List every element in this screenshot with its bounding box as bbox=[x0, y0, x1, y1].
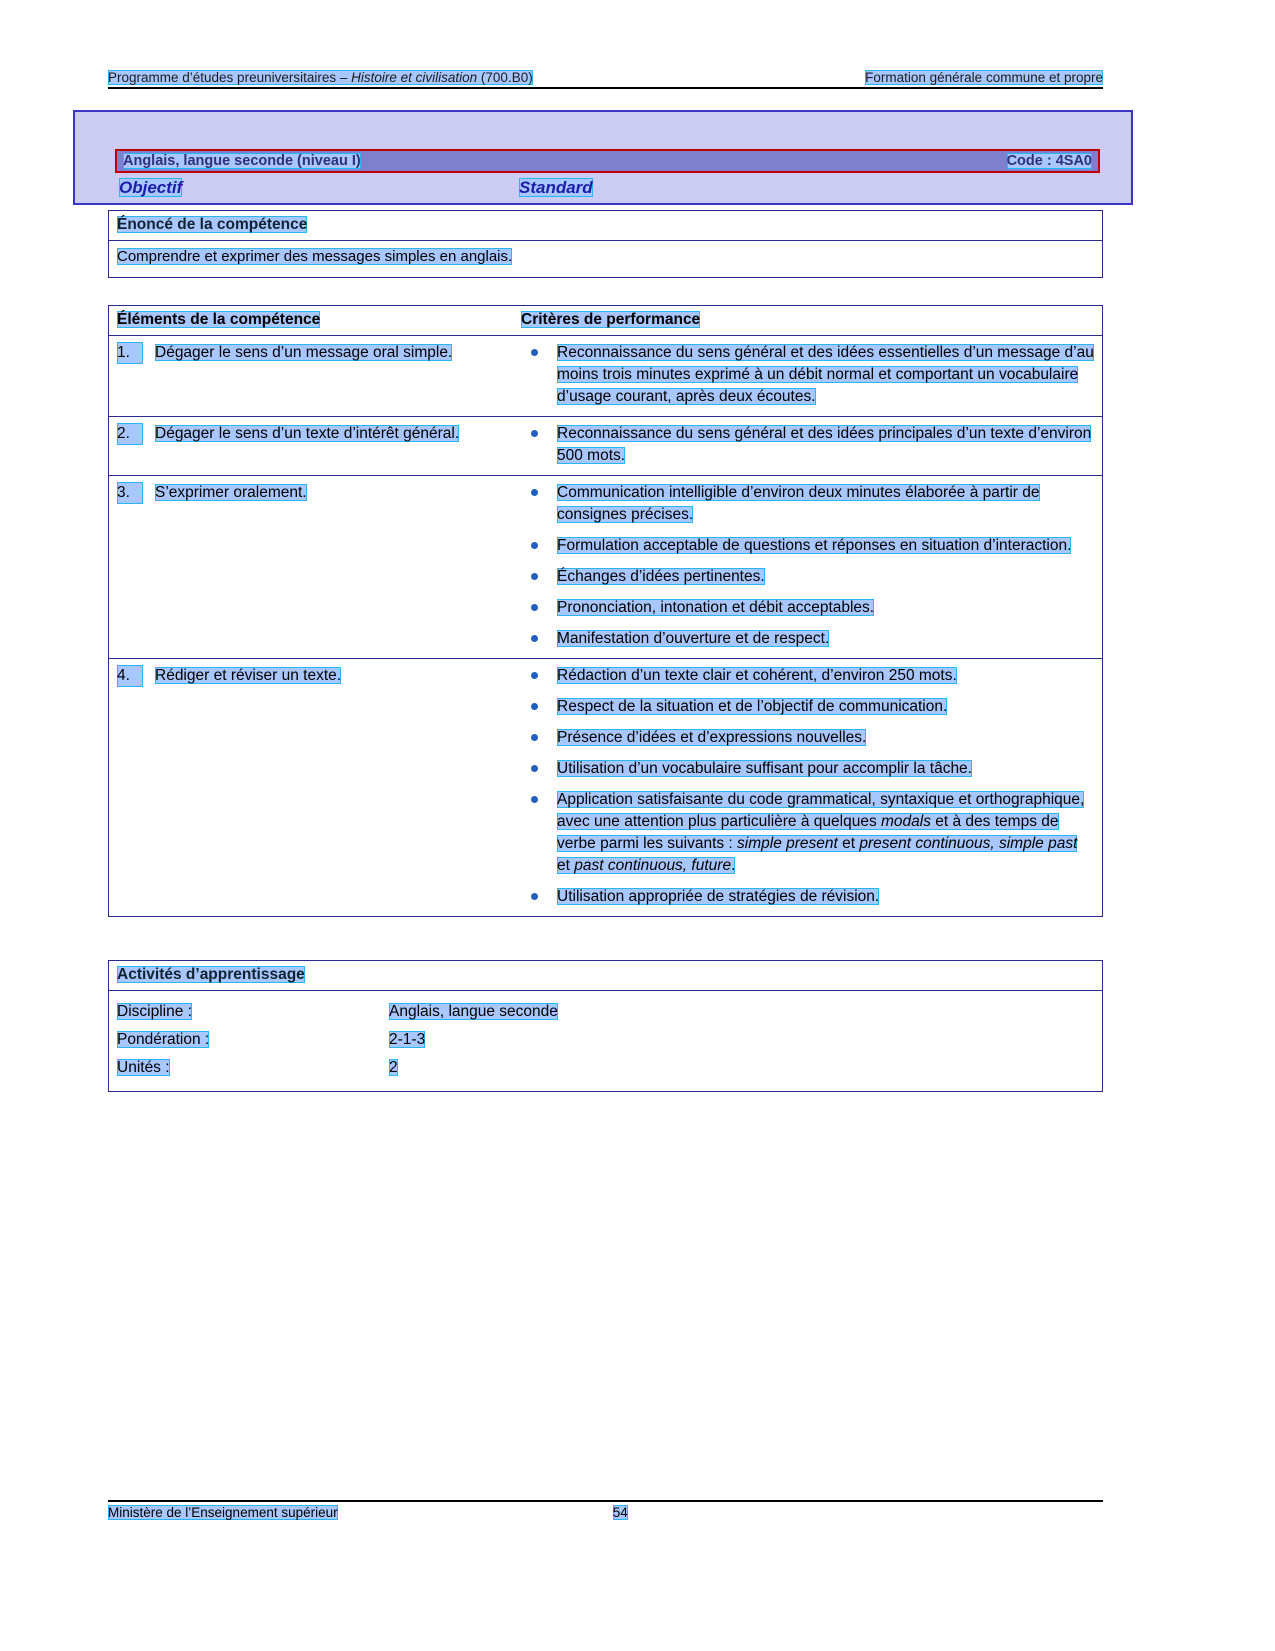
bullet-icon bbox=[531, 672, 538, 679]
header-left-prefix: Programme d’études preuniversitaires – bbox=[108, 70, 352, 85]
element-cell bbox=[117, 423, 521, 467]
element-number: 3. bbox=[117, 482, 143, 504]
criterion-item bbox=[521, 628, 1094, 650]
criterion-item bbox=[521, 535, 1094, 557]
element-cell bbox=[117, 665, 521, 908]
element-text: Dégager le sens d’un message oral simple. bbox=[155, 344, 453, 361]
bullet-icon bbox=[531, 430, 538, 437]
activite-label: Discipline : bbox=[117, 1003, 192, 1020]
criterion-text: Utilisation d’un vocabulaire suffisant pour accomplir la tâche. bbox=[557, 760, 972, 777]
bullet-icon bbox=[531, 489, 538, 496]
header-left bbox=[108, 70, 533, 85]
criterion-text: Reconnaissance du sens général et des idées principales d’un texte d’environ 500 mots. bbox=[557, 425, 1092, 464]
activite-row bbox=[109, 997, 1102, 1025]
criterion-item bbox=[521, 696, 1094, 718]
activites-box bbox=[108, 960, 1103, 1092]
criteria-cell bbox=[521, 423, 1094, 467]
objectif-standard-row bbox=[119, 178, 1099, 198]
criterion-text: Application satisfaisante du code grammatical, syntaxique et orthographique, avec une attention plus particulière à quelques modals et à des temps de verbe parmi les suivants : simple present et present continuous, simple past et past continuous, future. bbox=[557, 791, 1085, 874]
criterion-item bbox=[521, 482, 1094, 526]
running-footer bbox=[108, 1500, 1103, 1520]
criterion-item bbox=[521, 758, 1094, 780]
enonce-heading-row bbox=[109, 211, 1102, 241]
competence-table-body bbox=[109, 336, 1102, 916]
criterion-text: Formulation acceptable de questions et réponses en situation d’interaction. bbox=[557, 537, 1072, 554]
element-text: Dégager le sens d’un texte d’intérêt général. bbox=[155, 425, 460, 442]
activite-label: Pondération : bbox=[117, 1031, 210, 1048]
criterion-text: Respect de la situation et de l’objectif de communication. bbox=[557, 698, 948, 715]
activite-value: 2-1-3 bbox=[389, 1031, 426, 1048]
criteria-cell bbox=[521, 482, 1094, 650]
activites-rows bbox=[109, 991, 1102, 1091]
criteria-cell bbox=[521, 665, 1094, 908]
element-cell bbox=[117, 482, 521, 650]
criterion-text: Rédaction d’un texte clair et cohérent, d’environ 250 mots. bbox=[557, 667, 957, 684]
footer-page-number: 54 bbox=[612, 1505, 628, 1520]
bullet-icon bbox=[531, 734, 538, 741]
criterion-item bbox=[521, 423, 1094, 467]
criterion-item bbox=[521, 566, 1094, 588]
criterion-item bbox=[521, 665, 1094, 687]
element-number: 4. bbox=[117, 665, 143, 687]
table-row bbox=[109, 336, 1102, 417]
criterion-text: Présence d’idées et d’expressions nouvelles. bbox=[557, 729, 867, 746]
header-right-text: Formation générale commune et propre bbox=[865, 70, 1103, 85]
competence-table-header bbox=[109, 306, 1102, 336]
bullet-icon bbox=[531, 573, 538, 580]
competence-table bbox=[108, 305, 1103, 917]
activite-row bbox=[109, 1053, 1102, 1081]
footer-left: Ministère de l’Enseignement supérieur bbox=[108, 1505, 338, 1520]
enonce-text: Comprendre et exprimer des messages simples en anglais. bbox=[117, 248, 513, 265]
activite-value: 2 bbox=[389, 1059, 398, 1076]
criterion-text: Prononciation, intonation et débit acceptables. bbox=[557, 599, 875, 616]
criterion-item bbox=[521, 342, 1094, 408]
criterion-item bbox=[521, 727, 1094, 749]
criterion-item bbox=[521, 789, 1094, 877]
bullet-icon bbox=[531, 604, 538, 611]
course-code: Code : 4SA0 bbox=[1006, 153, 1092, 169]
running-header bbox=[108, 70, 1103, 89]
bullet-icon bbox=[531, 796, 538, 803]
enonce-body bbox=[109, 241, 1102, 277]
enonce-heading: Énoncé de la compétence bbox=[117, 216, 308, 233]
criterion-item bbox=[521, 886, 1094, 908]
table-row bbox=[109, 417, 1102, 476]
element-number: 1. bbox=[117, 342, 143, 364]
col-header-elements: Éléments de la compétence bbox=[117, 311, 321, 328]
header-left-suffix: (700.B0) bbox=[477, 70, 533, 85]
element-text: S’exprimer oralement. bbox=[155, 484, 307, 501]
standard-label: Standard bbox=[519, 178, 593, 197]
bullet-icon bbox=[531, 765, 538, 772]
activites-heading-row bbox=[109, 961, 1102, 991]
activite-row bbox=[109, 1025, 1102, 1053]
objectif-label: Objectif bbox=[119, 178, 183, 197]
criterion-text: Communication intelligible d’environ deux minutes élaborée à partir de consignes précises. bbox=[557, 484, 1040, 523]
criterion-text: Reconnaissance du sens général et des idées essentielles d’un message d’au moins trois minutes exprimé à un débit normal et comportant un vocabulaire d’usage courant, après deux écoutes. bbox=[557, 344, 1094, 405]
activite-value: Anglais, langue seconde bbox=[389, 1003, 558, 1020]
table-row bbox=[109, 659, 1102, 916]
criterion-text: Manifestation d’ouverture et de respect. bbox=[557, 630, 830, 647]
bullet-icon bbox=[531, 635, 538, 642]
element-number: 2. bbox=[117, 423, 143, 445]
header-right bbox=[865, 70, 1103, 85]
course-code-bar bbox=[115, 149, 1100, 173]
criterion-text: Échanges d’idées pertinentes. bbox=[557, 568, 765, 585]
bullet-icon bbox=[531, 542, 538, 549]
col-header-criteres: Critères de performance bbox=[521, 311, 701, 328]
activite-label: Unités : bbox=[117, 1059, 170, 1076]
header-left-italic: Histoire et civilisation bbox=[351, 70, 478, 85]
element-cell bbox=[117, 342, 521, 408]
enonce-box bbox=[108, 210, 1103, 278]
criteria-cell bbox=[521, 342, 1094, 408]
element-text: Rédiger et réviser un texte. bbox=[155, 667, 342, 684]
table-row bbox=[109, 476, 1102, 659]
bullet-icon bbox=[531, 893, 538, 900]
criterion-text: Utilisation appropriée de stratégies de révision. bbox=[557, 888, 880, 905]
course-title-band bbox=[73, 110, 1133, 205]
criterion-item bbox=[521, 597, 1094, 619]
bullet-icon bbox=[531, 349, 538, 356]
bullet-icon bbox=[531, 703, 538, 710]
activites-heading: Activités d’apprentissage bbox=[117, 966, 305, 983]
course-title: Anglais, langue seconde (niveau I) bbox=[123, 153, 361, 169]
